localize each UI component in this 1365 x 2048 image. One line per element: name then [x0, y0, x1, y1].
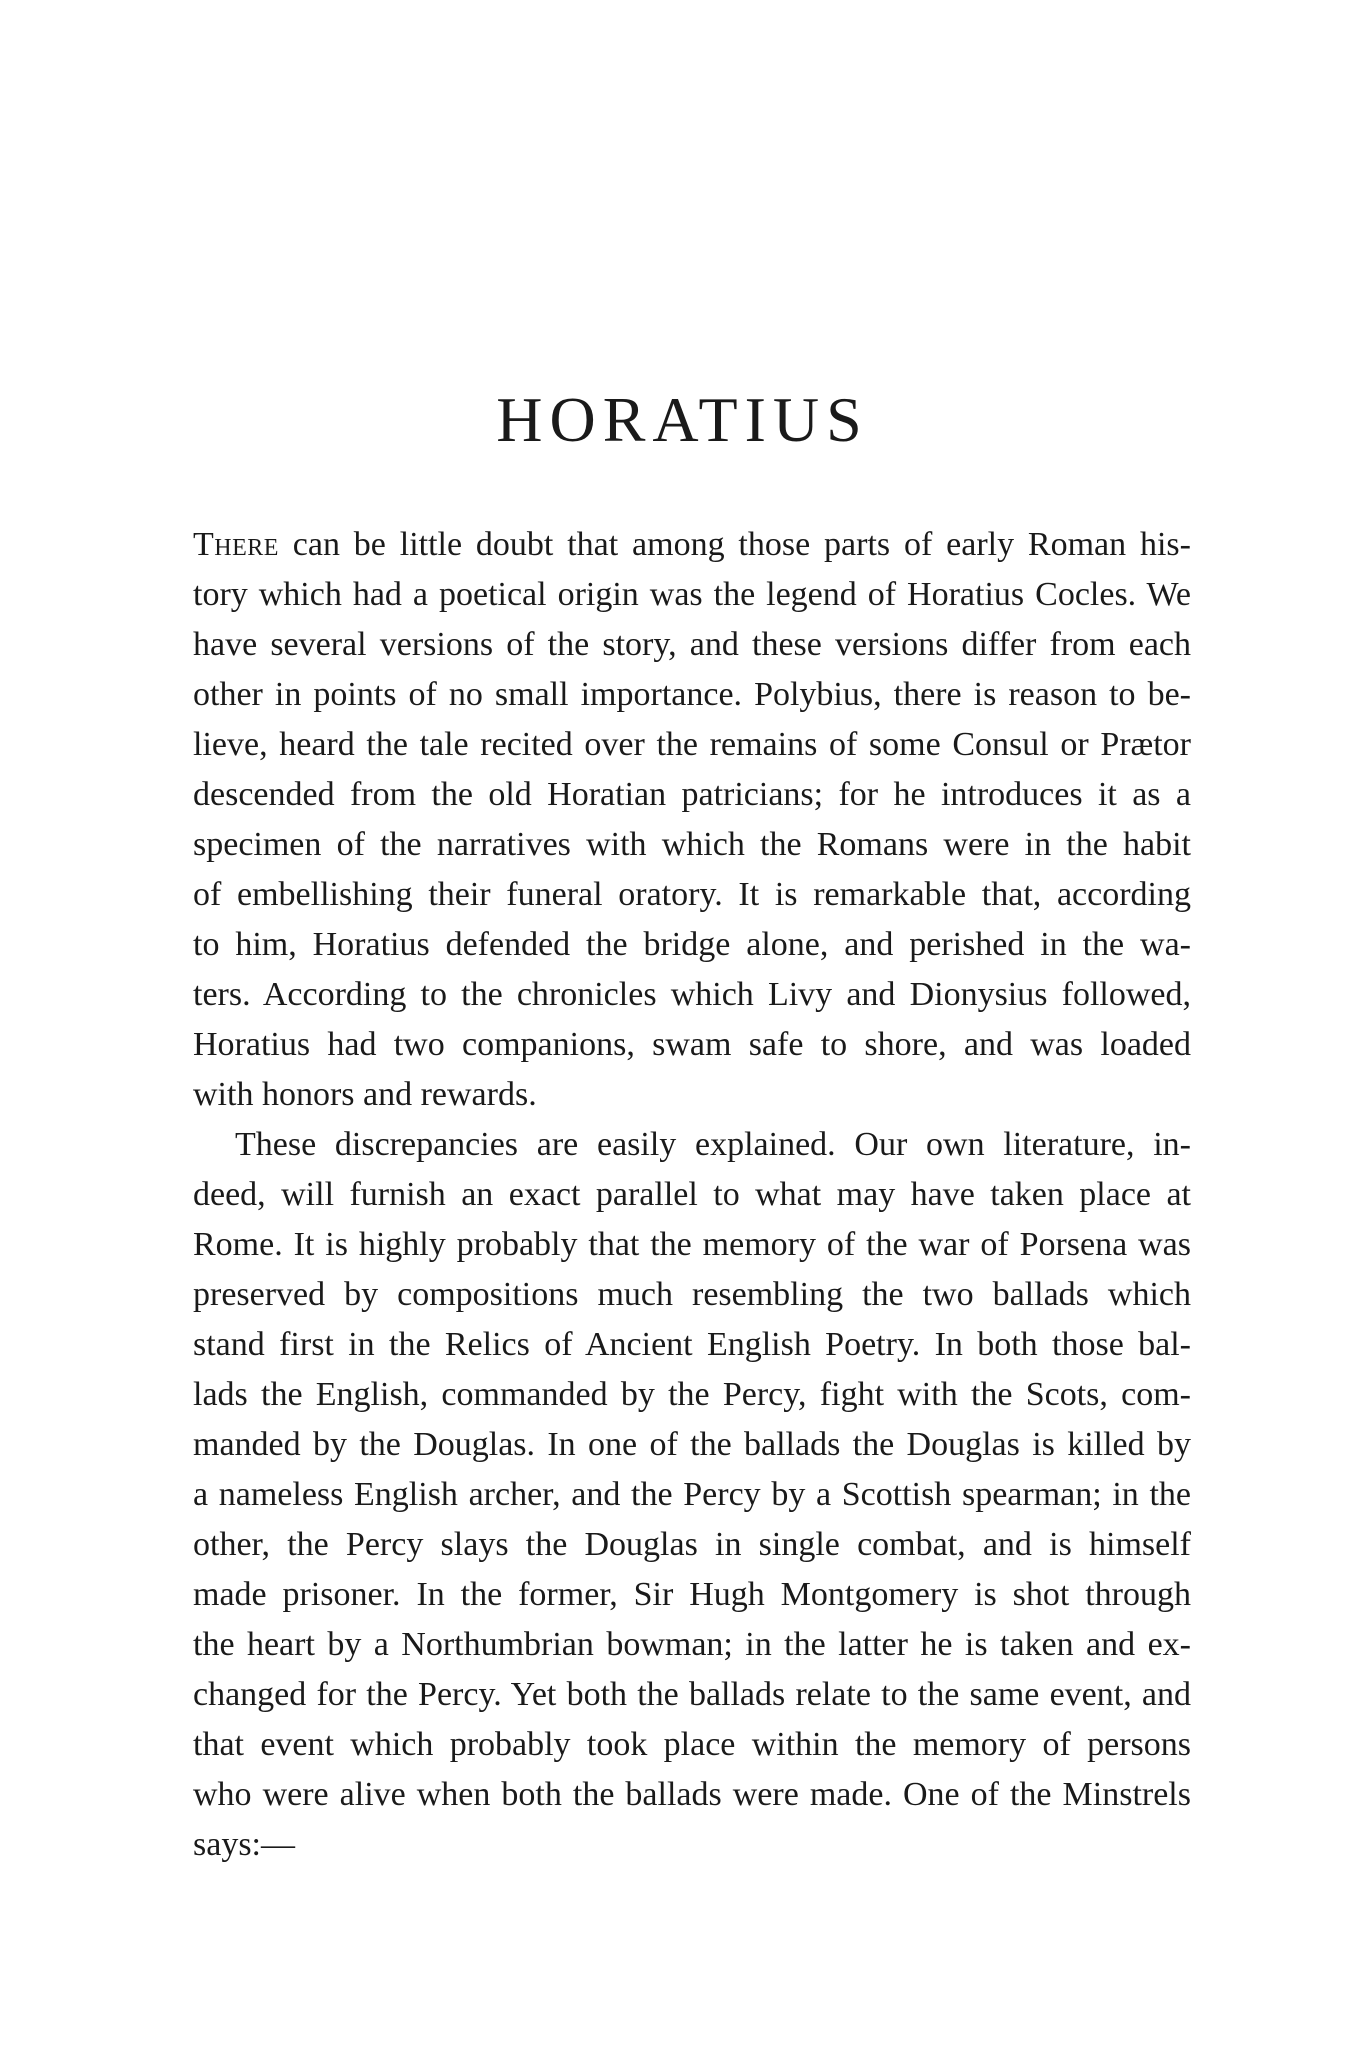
text-line: Horatius had two companions, swam safe to shore, and was loaded — [193, 1026, 1191, 1063]
text-line: other in points of no small importance. Polybius, there is reason to be- — [193, 676, 1191, 713]
text-line: lads the English, commanded by the Percy, fight with the Scots, com- — [193, 1376, 1191, 1413]
text-line: to him, Horatius defended the bridge alone, and perished in the wa- — [193, 926, 1191, 963]
text-line: preserved by compositions much resembling the two ballads which — [193, 1276, 1191, 1313]
text-line: of embellishing their funeral oratory. It is remarkable that, according — [193, 876, 1191, 913]
text-line: stand first in the Relics of Ancient English Poetry. In both those bal- — [193, 1326, 1191, 1363]
text-line: the heart by a Northumbrian bowman; in the latter he is taken and ex- — [193, 1626, 1191, 1663]
text-line: a nameless English archer, and the Percy by a Scottish spearman; in the — [193, 1476, 1191, 1513]
text-line: made prisoner. In the former, Sir Hugh Montgomery is shot through — [193, 1576, 1191, 1613]
text-line: lieve, heard the tale recited over the remains of some Consul or Prætor — [193, 726, 1191, 763]
small-caps-lead: There — [193, 526, 279, 563]
text-line: descended from the old Horatian patricians; for he introduces it as a — [193, 776, 1191, 813]
paragraph-1 — [193, 520, 1191, 1120]
text-line: Rome. It is highly probably that the memory of the war of Porsena was — [193, 1226, 1191, 1263]
text-line: that event which probably took place within the memory of persons — [193, 1726, 1191, 1763]
text-line — [193, 520, 1191, 570]
text-line: have several versions of the story, and these versions differ from each — [193, 626, 1191, 663]
text-line: changed for the Percy. Yet both the ballads relate to the same event, and — [193, 1676, 1191, 1713]
chapter-title: HORATIUS — [496, 384, 869, 455]
text-line-content: can be little doubt that among those parts of early Roman his- — [278, 526, 1191, 563]
text-line: manded by the Douglas. In one of the ballads the Douglas is killed by — [193, 1426, 1191, 1463]
text-line: with honors and rewards. — [193, 1076, 537, 1113]
text-line: ters. According to the chronicles which Livy and Dionysius followed, — [193, 976, 1191, 1013]
text-line: tory which had a poetical origin was the legend of Horatius Cocles. We — [193, 576, 1191, 613]
text-line: says:— — [193, 1826, 295, 1863]
text-line: who were alive when both the ballads were made. One of the Minstrels — [193, 1776, 1191, 1813]
text-line: other, the Percy slays the Douglas in single combat, and is himself — [193, 1526, 1191, 1563]
paragraph-2 — [193, 1120, 1191, 1870]
text-line: deed, will furnish an exact parallel to what may have taken place at — [193, 1176, 1191, 1213]
body-text — [193, 520, 1191, 1870]
text-line: These discrepancies are easily explained. Our own literature, in- — [235, 1126, 1191, 1163]
text-line: specimen of the narratives with which the Romans were in the habit — [193, 826, 1191, 863]
